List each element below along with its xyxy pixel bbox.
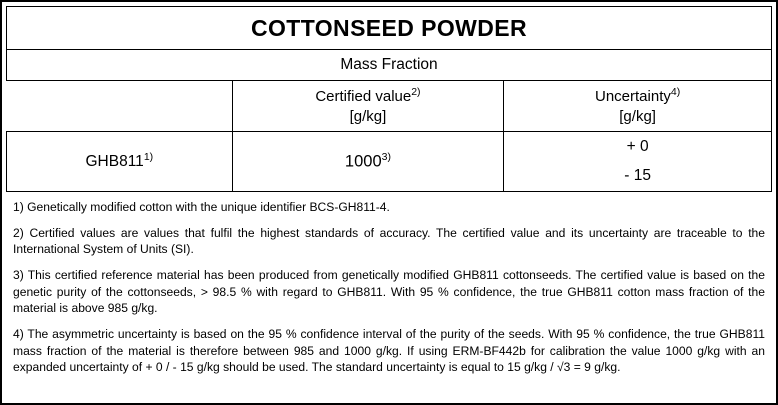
certified-values-table — [6, 6, 772, 192]
section-label: Mass Fraction — [7, 50, 772, 81]
row-uncertainty — [504, 132, 772, 192]
table-row — [7, 132, 772, 192]
row-uncertainty-plus: + 0 — [626, 138, 649, 155]
table-title-row — [7, 7, 772, 50]
footnote-3: 3) This certified reference material has been produced from genetically modified GHB811 cottonseeds. The certified value is based on the genetic purity of the cottonseeds, > 98.5 % with regard to GHB811. With 95 % confidence, the true GHB811 cotton mass fraction of the material is above 985 g/kg. — [13, 267, 765, 316]
row-certified-value-superscript: 3) — [381, 151, 391, 164]
footnote-4: 4) The asymmetric uncertainty is based on the 95 % confidence interval of the purity of the seeds. With 95 % confidence, the true GHB811 mass fraction of the material is therefore between 985 and 1000 g/kg. If using ERM-BF442b for calibration the value 1000 g/kg with an expanded uncertainty of + 0 / - 15 g/kg should be used. The standard uncertainty is equal to 15 g/kg / √3 = 9 g/kg. — [13, 327, 765, 375]
row-sample-name — [7, 132, 233, 192]
header-certified-value-superscript: 2) — [411, 85, 421, 98]
footnotes — [6, 192, 772, 403]
header-uncertainty-superscript: 4) — [670, 85, 681, 98]
header-certified-value — [232, 81, 504, 132]
row-certified-value — [232, 132, 504, 192]
header-certified-value-label: Certified value — [315, 87, 412, 105]
header-uncertainty — [504, 81, 772, 132]
header-uncertainty-unit: [g/kg] — [619, 108, 656, 125]
material-title: COTTONSEED POWDER — [7, 7, 772, 50]
row-certified-value-number: 1000 — [344, 152, 382, 171]
row-sample-label: GHB811 — [85, 153, 144, 171]
footnote-2: 2) Certified values are values that fulfil the highest standards of accuracy. The certified value and its uncertainty are traceable to the International System of Units (SI). — [13, 225, 765, 257]
table-section-row — [7, 50, 772, 81]
header-blank — [7, 81, 233, 132]
row-sample-superscript: 1) — [143, 151, 154, 164]
footnote-1: 1) Genetically modified cotton with the unique identifier BCS-GH811-4. — [13, 199, 390, 214]
header-uncertainty-label: Uncertainty — [595, 87, 671, 105]
row-uncertainty-minus: - 15 — [624, 167, 651, 185]
header-certified-value-unit: [g/kg] — [349, 108, 387, 125]
table-header-row — [7, 81, 772, 132]
